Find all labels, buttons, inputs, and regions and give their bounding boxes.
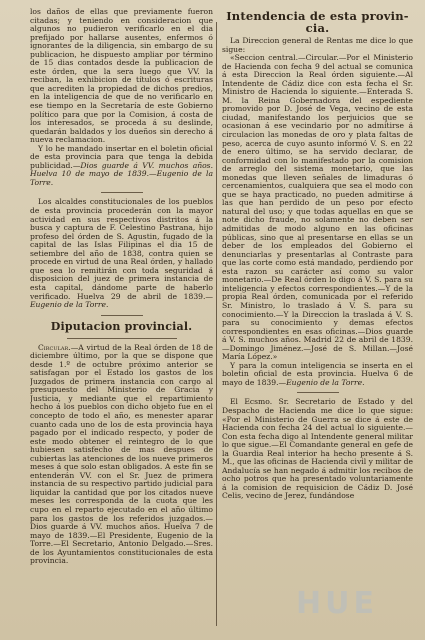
left-paragraph-4 xyxy=(30,344,213,566)
right-paragraph-3 xyxy=(222,362,413,388)
right-paragraph-4: El Ecsmo. Sr. Secretario de Estado y del Despacho de Hacienda me dice lo que sigue: «Por el Ministerio de Guerra se dice á este de Hacienda con fecha 24 del actual lo siguiente.—Con esta fecha digo al Intendente general militar lo que sigue.—El Comandante general en gefe de la Guardia Real interior ha hecho presente á S. M., que las oficinas de Hacienda civil y militar de Andalucía se han negado á admitir los recibos de ocho potros que ha presentado voluntariamente á la comision de requisicion de Cádiz D. José Celis, vecino de Jerez, fundándose xyxy=(222,397,413,501)
column-rule xyxy=(216,22,217,626)
left-paragraph-3 xyxy=(30,198,213,309)
left-paragraph-4-signature: —Dios guarde á VV. muchos años. Huelva 7 de mayo de 1839.—El Presidente, Eugenio de la Torre.—El Secretario, Antonio Delgado.—Sres. de los Ayuntamientos constitucionales de esta provincia. xyxy=(30,513,213,566)
left-paragraph-3-signature: —Eugenio de la Torre. xyxy=(30,291,213,310)
left-paragraph-4-body: —A virtud de la Real órden de 18 de diciembre último, por la que se dispone que desde 1.º de octubre próximo anterior se satisfagan por el Estado los gastos de los Juzgados de primera instancia con cargo al presupuesto del Ministerio de Gracia y Justicia, y mediante que el repartimiento hecho á los pueblos con dicho objeto fue en el concepto de todo el año, es menester aparar cuanto cada uno de los de esta provincia haya pagado por el indicado respecto, y poder de este modo obtener el reintegro de lo que hubiesen satisfecho de mas despues de cubiertas las atenciones de los nueve primeros meses á que solo estan obligados. A este fin se entenderán VV. con el Sr. Juez de primera instancia de su respectivo partido judicial para liquidar la cantidad que por los citados nueve meses les corresponda de la cuota que les cupo en el reparto ejecutado en el año último para los gastos de los referidos juzgados. xyxy=(30,342,213,523)
section-heading-intendencia-cont: cia. xyxy=(305,21,330,35)
left-paragraph-1: los daños de ellas que previamente fueron citadas; y teniendo en consideracion que algunos no pudieron verificarlo en el dia prefijado por hallarse ausentes, enfermos ó ignorantes de la diligencia, sin embargo de su publicacion, he dispuesto ampliar por término de 15 dias contados desde la publicacion de este órden, que la sera luego que VV. la reciban, la exhibicion de títulos ó escrituras que acrediten la propiedad de dichos predios, en la inteligencia de que de no verificarlo en ese tiempo en la Secretaría de este Gobierno político para que por la Comision, á costa de los interesados, se proceda á su deslinde, quedarán baldados y los dueños sin derecho á nueva reclamacion. xyxy=(30,8,213,145)
left-paragraph-2-body: Y lo he mandado insertar en el boletin oficial de esta provincia para que tenga la debida publicidad. xyxy=(30,143,213,170)
right-column xyxy=(222,8,413,634)
section-heading-intendencia: Intendencia de esta provin- xyxy=(226,9,409,23)
section-divider xyxy=(101,192,143,193)
left-paragraph-2-signature: —Dios guarde á VV. muchos años. Huelva 10 de mayo de 1839.—Eugenio de la Torre. xyxy=(30,160,213,187)
section-heading-diputacion: Diputacion provincial. xyxy=(50,319,193,333)
heading-underline xyxy=(67,338,177,339)
left-paragraph-3-body: Los alcaldes constitucionales de los pueblos de esta provincia procederán con la mayor actividad en sus respectivos distritos á la busca y captura de F. Celestino Pastrana, hijo profeso del órden de S. Agustin, fugado de la capital de las Islas Filipinas el dia 15 de setiembre del año de 1838, contra quien se procede en virtud de una Real órden, y hallado que sea lo remitirán con toda seguridad á disposicion del juez de primera instancia de esta capital, dándome parte de haberlo verificado. Huelva 29 de abril de 1839. xyxy=(30,197,213,301)
right-paragraph-3-body: Y para la comun inteligencia se inserta en el boletin oficial de esta provincia. Huelva 6 de mayo de 1839. xyxy=(222,360,413,387)
left-paragraph-2 xyxy=(30,145,213,188)
right-paragraph-1: La Direccion general de Rentas me dice lo que sigue: xyxy=(222,36,413,54)
right-paragraph-2: «Seccion central.—Circular.—Por el Ministerio de Hacienda con fecha 9 del actual se comunica á esta Direccion la Real órden siguiente.—Al Intendente de Cádiz dice con esta fecha el Sr. Ministro de Hacienda lo siguiente.—Enterada S. M. la Reina Gobernadora del espediente promovido por D. José de Vega, vecino de esta ciudad, manifestando los perjuicios que se ocasionan á ese vecindario por no admitirse á circulacion las monedas de oro y plata faltas de peso, acerca de cuyo asunto informó V. S. en 22 de enero último, se ha servido declarar, de conformidad con lo manifestado por la comision de arreglo del sistema monetario, que las monedas que lleven señales de limaduras ó cercenamientos, cualquiera que sea el modo con que se haya practicado, no pueden admitirse á las que han perdido de un peso por efecto natural del uso; y que todas aquellas en que se note dicho fraude, no solamente no deben ser admitidas de modo alguno en las oficinas públicas, sino que al presentarse en ellas se un deber de los empleados del Gobierno el denunciarlas y presentarlas al Contraste para que las corte como está mandado, perdiendo por esta razon su carácter así como su valor monetario.—De Real órden lo digo á V. S. para su inteligencia y efectos correspondientes.—Y de la propia Real órden, comunicada por el referido Sr. Ministro, lo traslado á V. S. para su conocimiento.—Y la Direccion la traslada á V. S. para su conocimiento y demas efectos correspondientes en esas oficinas.—Dios guarde á V. S. muchos años. Madrid 22 de abril de 1839.—Domingo Jiménez.—José de S. Millan.—José María López.» xyxy=(222,53,413,362)
archive-watermark: HUE xyxy=(296,586,378,621)
section-divider xyxy=(101,315,143,316)
left-column xyxy=(30,8,213,634)
section-divider xyxy=(297,392,339,393)
edge-stamp xyxy=(0,520,9,630)
right-paragraph-3-signature: —Eugenio de la Torre. xyxy=(278,377,365,387)
circular-lead: Circular. xyxy=(38,342,71,352)
